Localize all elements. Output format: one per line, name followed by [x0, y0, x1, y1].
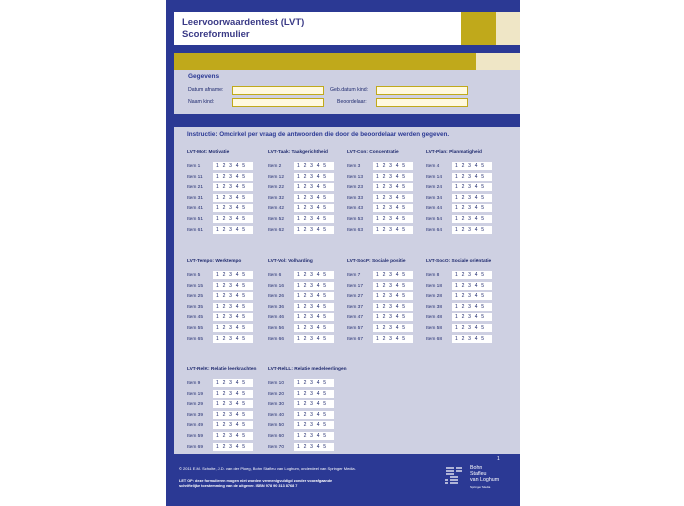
- item-label: Item 27: [347, 294, 363, 300]
- answer-options[interactable]: 1 2 3 4 5: [452, 282, 492, 290]
- answer-options[interactable]: 1 2 3 4 5: [294, 194, 334, 202]
- answer-options[interactable]: 1 2 3 4 5: [373, 324, 413, 332]
- item-row: [347, 226, 423, 235]
- answer-options[interactable]: 1 2 3 4 5: [452, 335, 492, 343]
- item-row: [426, 303, 502, 312]
- item-label: Item 33: [347, 195, 363, 201]
- item-row: [187, 226, 263, 235]
- item-label: Item 3: [347, 164, 361, 169]
- form-title: Leervoorwaardentest (LVT): [182, 17, 305, 28]
- item-label: Item 63: [347, 227, 363, 233]
- scale-group-title: LVT-Con: Concentratie: [347, 150, 399, 155]
- scoring-panel: [174, 127, 520, 454]
- answer-options[interactable]: 1 2 3 4 5: [294, 215, 334, 223]
- answer-options[interactable]: 1 2 3 4 5: [373, 303, 413, 311]
- item-label: Item 32: [268, 195, 284, 201]
- answer-options[interactable]: 1 2 3 4 5: [452, 303, 492, 311]
- item-label: Item 50: [268, 423, 284, 429]
- publisher-name-line2: Stafleu: [470, 471, 487, 478]
- item-label: Item 31: [187, 195, 203, 201]
- item-label: Item 56: [268, 326, 284, 331]
- item-row: [268, 173, 344, 182]
- item-label: Item 53: [347, 217, 363, 222]
- item-label: Item 38: [426, 304, 442, 310]
- score-form-sheet: [166, 0, 520, 506]
- item-label: Item 10: [268, 381, 284, 386]
- answer-options[interactable]: 1 2 3 4 5: [373, 313, 413, 321]
- publisher-name: [470, 465, 499, 484]
- item-row: [268, 432, 344, 441]
- scale-group: [187, 150, 263, 240]
- assessor-label: Beoordelaar:: [337, 99, 367, 105]
- scale-group: [187, 367, 263, 457]
- item-label: Item 36: [268, 304, 284, 310]
- item-row: [347, 204, 423, 213]
- answer-options[interactable]: 1 2 3 4 5: [294, 162, 334, 170]
- item-label: Item 7: [347, 273, 361, 278]
- item-row: [187, 313, 263, 322]
- item-row: [347, 282, 423, 291]
- answer-options[interactable]: 1 2 3 4 5: [213, 421, 253, 429]
- item-row: [268, 313, 344, 322]
- answer-options[interactable]: 1 2 3 4 5: [373, 173, 413, 181]
- item-row: [426, 183, 502, 192]
- answer-options[interactable]: 1 2 3 4 5: [373, 282, 413, 290]
- answer-options[interactable]: 1 2 3 4 5: [452, 271, 492, 279]
- item-label: Item 47: [347, 315, 363, 321]
- item-label: Item 17: [347, 283, 363, 289]
- item-label: Item 58: [426, 326, 442, 331]
- birth-date-label: Geb.datum kind:: [330, 87, 369, 93]
- item-row: [187, 162, 263, 171]
- item-label: Item 66: [268, 336, 284, 342]
- item-row: [426, 173, 502, 182]
- item-row: [187, 282, 263, 291]
- copy-warning: [179, 479, 332, 489]
- answer-options[interactable]: 1 2 3 4 5: [452, 204, 492, 212]
- instruction-text: Instructie: Omcirkel per vraag de antwoorden die door de beoordelaar werden gegeven.: [187, 131, 450, 138]
- item-row: [426, 194, 502, 203]
- decor-olive-band: [174, 53, 476, 70]
- publisher-parent: Springer Media: [470, 485, 491, 489]
- birth-date-input[interactable]: [376, 86, 468, 95]
- answer-options[interactable]: 1 2 3 4 5: [213, 183, 253, 191]
- scale-group: [187, 259, 263, 349]
- item-row: [268, 215, 344, 224]
- scale-group-title: LVT-RelK: Relatie leerkrachten: [187, 367, 257, 372]
- item-label: Item 41: [187, 206, 203, 212]
- scale-group: [268, 367, 347, 457]
- answer-options[interactable]: 1 2 3 4 5: [294, 204, 334, 212]
- answer-options[interactable]: 1 2 3 4 5: [213, 313, 253, 321]
- item-row: [426, 313, 502, 322]
- answer-options[interactable]: 1 2 3 4 5: [213, 173, 253, 181]
- item-row: [187, 215, 263, 224]
- scale-group-title: LVT-Tempo: Werktempo: [187, 259, 242, 264]
- answer-options[interactable]: 1 2 3 4 5: [452, 183, 492, 191]
- item-row: [347, 173, 423, 182]
- answer-options[interactable]: 1 2 3 4 5: [213, 335, 253, 343]
- publisher-name-line3: van Loghum: [470, 477, 500, 484]
- item-label: Item 49: [187, 423, 203, 429]
- item-row: [268, 194, 344, 203]
- publisher-logo-icon: [443, 464, 465, 486]
- answer-options[interactable]: 1 2 3 4 5: [213, 411, 253, 419]
- answer-options[interactable]: 1 2 3 4 5: [213, 303, 253, 311]
- item-row: [426, 282, 502, 291]
- answer-options[interactable]: 1 2 3 4 5: [213, 292, 253, 300]
- item-label: Item 48: [426, 315, 442, 321]
- item-label: Item 64: [426, 227, 442, 233]
- item-label: Item 1: [187, 164, 201, 169]
- answer-options[interactable]: 1 2 3 4 5: [213, 162, 253, 170]
- title-box: [174, 12, 461, 45]
- item-label: Item 22: [268, 185, 284, 191]
- item-row: [187, 204, 263, 213]
- answer-options[interactable]: 1 2 3 4 5: [294, 432, 334, 440]
- decor-cream-band: [476, 53, 520, 70]
- answer-options[interactable]: 1 2 3 4 5: [452, 173, 492, 181]
- answer-options[interactable]: 1 2 3 4 5: [373, 271, 413, 279]
- item-label: Item 8: [426, 273, 440, 278]
- item-row: [268, 400, 344, 409]
- date-label: Datum afname:: [188, 87, 224, 93]
- answer-options[interactable]: 1 2 3 4 5: [213, 390, 253, 398]
- copyright-notice: © 2011 E.M. Scholte, J.D. van der Ploeg, Bohn Stafleu van Loghum, onderdeel van Springer Media.: [179, 466, 356, 471]
- answer-options[interactable]: 1 2 3 4 5: [213, 324, 253, 332]
- item-row: [187, 390, 263, 399]
- answer-options[interactable]: 1 2 3 4 5: [373, 162, 413, 170]
- item-row: [187, 379, 263, 388]
- decor-cream-block: [496, 12, 520, 45]
- answer-options[interactable]: 1 2 3 4 5: [294, 411, 334, 419]
- answer-options[interactable]: 1 2 3 4 5: [294, 313, 334, 321]
- item-label: Item 60: [268, 434, 284, 439]
- answer-options[interactable]: 1 2 3 4 5: [213, 400, 253, 408]
- item-row: [187, 421, 263, 430]
- item-row: [268, 226, 344, 235]
- item-label: Item 30: [268, 402, 284, 408]
- date-input[interactable]: [232, 86, 324, 95]
- answer-options[interactable]: 1 2 3 4 5: [373, 183, 413, 191]
- scale-group-title: LVT-Vol: Volharding: [268, 259, 313, 264]
- item-label: Item 4: [426, 164, 440, 169]
- answer-options[interactable]: 1 2 3 4 5: [213, 282, 253, 290]
- gegevens-panel: [174, 70, 520, 114]
- answer-options[interactable]: 1 2 3 4 5: [452, 313, 492, 321]
- answer-options[interactable]: 1 2 3 4 5: [213, 443, 253, 451]
- item-label: Item 65: [187, 336, 203, 342]
- item-label: Item 57: [347, 326, 363, 331]
- publisher-logo: [443, 464, 513, 496]
- answer-options[interactable]: 1 2 3 4 5: [213, 204, 253, 212]
- answer-options[interactable]: 1 2 3 4 5: [294, 400, 334, 408]
- copy-warning-line1: LET OP: deze formulieren mogen niet worden vermenigvuldigd zonder voorafgaande: [179, 479, 333, 483]
- answer-options[interactable]: 1 2 3 4 5: [452, 292, 492, 300]
- scale-group: [426, 259, 502, 349]
- item-row: [426, 335, 502, 344]
- item-label: Item 20: [268, 391, 284, 397]
- answer-options[interactable]: 1 2 3 4 5: [373, 292, 413, 300]
- item-row: [268, 292, 344, 301]
- answer-options[interactable]: 1 2 3 4 5: [294, 271, 334, 279]
- item-row: [268, 271, 344, 280]
- item-row: [268, 335, 344, 344]
- answer-options[interactable]: 1 2 3 4 5: [213, 271, 253, 279]
- answer-options[interactable]: 1 2 3 4 5: [213, 226, 253, 234]
- answer-options[interactable]: 1 2 3 4 5: [294, 379, 334, 387]
- item-label: Item 13: [347, 174, 363, 180]
- item-row: [347, 271, 423, 280]
- item-row: [187, 173, 263, 182]
- item-row: [347, 183, 423, 192]
- copy-warning-line2: schriftelijke toestemming van de uitgever. ISBN 978 90 313 8768 7: [179, 484, 298, 488]
- answer-options[interactable]: 1 2 3 4 5: [294, 390, 334, 398]
- item-row: [187, 432, 263, 441]
- item-label: Item 12: [268, 174, 284, 180]
- answer-options[interactable]: 1 2 3 4 5: [294, 226, 334, 234]
- item-row: [426, 226, 502, 235]
- item-row: [426, 162, 502, 171]
- item-label: Item 11: [187, 174, 203, 180]
- item-row: [426, 271, 502, 280]
- answer-options[interactable]: 1 2 3 4 5: [452, 162, 492, 170]
- item-row: [268, 303, 344, 312]
- item-row: [347, 335, 423, 344]
- item-row: [347, 162, 423, 171]
- answer-options[interactable]: 1 2 3 4 5: [294, 183, 334, 191]
- gegevens-title: Gegevens: [188, 73, 220, 80]
- item-row: [268, 411, 344, 420]
- item-label: Item 39: [187, 412, 203, 418]
- answer-options[interactable]: 1 2 3 4 5: [373, 215, 413, 223]
- scale-group-title: LVT-SocO: Sociale oriëntatie: [426, 259, 492, 264]
- item-label: Item 54: [426, 217, 442, 222]
- scale-group: [347, 150, 423, 240]
- answer-options[interactable]: 1 2 3 4 5: [294, 282, 334, 290]
- item-row: [268, 379, 344, 388]
- answer-options[interactable]: 1 2 3 4 5: [213, 215, 253, 223]
- item-label: Item 46: [268, 315, 284, 321]
- item-row: [347, 215, 423, 224]
- decor-olive-block: [461, 12, 496, 45]
- scale-group-title: LVT-Plan: Planmatigheid: [426, 150, 482, 155]
- item-label: Item 70: [268, 444, 284, 450]
- item-row: [268, 390, 344, 399]
- item-label: Item 52: [268, 217, 284, 222]
- scale-group-title: LVT-SocP: Sociale positie: [347, 259, 406, 264]
- item-row: [426, 292, 502, 301]
- answer-options[interactable]: 1 2 3 4 5: [294, 292, 334, 300]
- item-label: Item 68: [426, 336, 442, 342]
- item-label: Item 29: [187, 402, 203, 408]
- assessor-input[interactable]: [376, 98, 468, 107]
- page-number: 1: [497, 456, 500, 462]
- item-label: Item 19: [187, 391, 203, 397]
- item-label: Item 44: [426, 206, 442, 212]
- scale-group-title: LVT-Mot: Motivatie: [187, 150, 230, 155]
- item-label: Item 62: [268, 227, 284, 233]
- answer-options[interactable]: 1 2 3 4 5: [373, 194, 413, 202]
- item-label: Item 6: [268, 273, 282, 278]
- answer-options[interactable]: 1 2 3 4 5: [452, 194, 492, 202]
- item-row: [347, 292, 423, 301]
- item-label: Item 55: [187, 326, 203, 331]
- answer-options[interactable]: 1 2 3 4 5: [373, 204, 413, 212]
- item-row: [268, 204, 344, 213]
- item-row: [187, 324, 263, 333]
- item-label: Item 15: [187, 283, 203, 289]
- item-label: Item 21: [187, 185, 203, 191]
- item-row: [347, 303, 423, 312]
- answer-options[interactable]: 1 2 3 4 5: [373, 335, 413, 343]
- scale-group: [268, 150, 344, 240]
- item-row: [187, 271, 263, 280]
- item-label: Item 2: [268, 164, 282, 169]
- item-label: Item 25: [187, 294, 203, 300]
- answer-options[interactable]: 1 2 3 4 5: [373, 226, 413, 234]
- scale-group: [347, 259, 423, 349]
- item-row: [268, 282, 344, 291]
- item-label: Item 9: [187, 381, 201, 386]
- item-label: Item 42: [268, 206, 284, 212]
- answer-options[interactable]: 1 2 3 4 5: [452, 226, 492, 234]
- item-label: Item 23: [347, 185, 363, 191]
- answer-options[interactable]: 1 2 3 4 5: [213, 194, 253, 202]
- item-row: [268, 443, 344, 452]
- item-row: [187, 194, 263, 203]
- item-row: [268, 162, 344, 171]
- answer-options[interactable]: 1 2 3 4 5: [452, 215, 492, 223]
- item-row: [347, 194, 423, 203]
- item-row: [268, 324, 344, 333]
- item-row: [187, 335, 263, 344]
- item-row: [187, 400, 263, 409]
- item-label: Item 69: [187, 444, 203, 450]
- item-label: Item 35: [187, 304, 203, 310]
- item-row: [268, 421, 344, 430]
- item-row: [187, 411, 263, 420]
- child-name-label: Naam kind:: [188, 99, 215, 105]
- item-label: Item 26: [268, 294, 284, 300]
- item-label: Item 16: [268, 283, 284, 289]
- child-name-input[interactable]: [232, 98, 324, 107]
- item-label: Item 28: [426, 294, 442, 300]
- answer-options[interactable]: 1 2 3 4 5: [294, 443, 334, 451]
- item-label: Item 37: [347, 304, 363, 310]
- item-label: Item 34: [426, 195, 442, 201]
- item-row: [187, 303, 263, 312]
- answer-options[interactable]: 1 2 3 4 5: [294, 303, 334, 311]
- item-label: Item 40: [268, 412, 284, 418]
- answer-options[interactable]: 1 2 3 4 5: [213, 379, 253, 387]
- scale-group: [268, 259, 344, 349]
- item-label: Item 14: [426, 174, 442, 180]
- scale-group-title: LVT-RelLL: Relatie medeleerlingen: [268, 367, 347, 372]
- item-label: Item 18: [426, 283, 442, 289]
- item-label: Item 67: [347, 336, 363, 342]
- item-row: [187, 292, 263, 301]
- answer-options[interactable]: 1 2 3 4 5: [294, 324, 334, 332]
- item-label: Item 24: [426, 185, 442, 191]
- answer-options[interactable]: 1 2 3 4 5: [452, 324, 492, 332]
- item-row: [268, 183, 344, 192]
- item-row: [187, 443, 263, 452]
- answer-options[interactable]: 1 2 3 4 5: [213, 432, 253, 440]
- scale-group: [426, 150, 502, 240]
- publisher-name-line1: Bohn: [470, 465, 483, 471]
- item-label: Item 59: [187, 434, 203, 439]
- item-row: [347, 313, 423, 322]
- item-label: Item 5: [187, 273, 201, 278]
- item-row: [187, 183, 263, 192]
- answer-options[interactable]: 1 2 3 4 5: [294, 335, 334, 343]
- answer-options[interactable]: 1 2 3 4 5: [294, 173, 334, 181]
- item-row: [426, 324, 502, 333]
- item-label: Item 51: [187, 217, 203, 222]
- item-label: Item 43: [347, 206, 363, 212]
- answer-options[interactable]: 1 2 3 4 5: [294, 421, 334, 429]
- item-label: Item 61: [187, 227, 203, 233]
- item-row: [347, 324, 423, 333]
- item-row: [426, 215, 502, 224]
- item-label: Item 45: [187, 315, 203, 321]
- form-subtitle: Scoreformulier: [182, 29, 250, 40]
- scale-group-title: LVT-Taak: Taakgerichtheid: [268, 150, 328, 155]
- item-row: [426, 204, 502, 213]
